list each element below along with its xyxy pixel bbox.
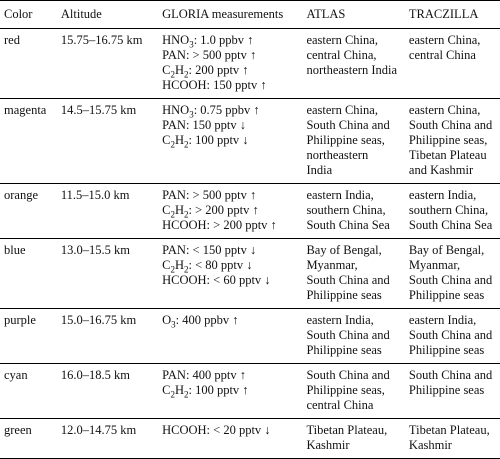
- traczilla-line: Philippine seas: [408, 343, 485, 357]
- traczilla-line: eastern China,: [408, 33, 481, 47]
- traczilla-line: eastern India,: [408, 313, 477, 327]
- table-row: [0, 184, 500, 239]
- subscript: 2: [170, 69, 175, 80]
- traczilla-line: South China and: [408, 118, 493, 132]
- atlas-line: central China,: [306, 48, 377, 62]
- atlas-line: eastern China,: [306, 33, 378, 47]
- table-row: [0, 419, 500, 459]
- atlas-line: South China and: [306, 368, 390, 382]
- traczilla-line: Philippine seas,: [408, 133, 488, 147]
- measurement-line: $HNO_3$: 1.0 ppbv ↑: [162, 33, 254, 50]
- atlas-line: South China and: [306, 328, 390, 342]
- subscript: 2: [183, 69, 189, 80]
- subscript: 3: [189, 39, 194, 50]
- atlas-line: South China Sea: [306, 218, 390, 232]
- header-traczilla: TRACZILLA: [408, 7, 479, 21]
- atlas-line: Myanmar,: [306, 258, 358, 272]
- cell-color: magenta: [4, 103, 47, 117]
- traczilla-line: Myanmar,: [408, 258, 461, 272]
- atlas-line: India: [306, 163, 333, 177]
- atlas-line: Philippine seas: [306, 288, 382, 302]
- traczilla-line: eastern India,: [408, 188, 477, 202]
- header-gloria-measurements: GLORIA measurements: [162, 7, 284, 21]
- atlas-line: eastern India,: [306, 313, 374, 327]
- cell-altitude: 15.75–16.75 km: [60, 33, 143, 47]
- cell-traczilla: [405, 184, 500, 239]
- table-row: [0, 239, 500, 309]
- table-row: [0, 364, 500, 419]
- cell-altitude: 13.0–15.5 km: [60, 243, 130, 257]
- header-atlas: ATLAS: [306, 7, 346, 21]
- measurement-line: PAN: 400 pptv ↑: [162, 368, 247, 382]
- cell-color: cyan: [4, 368, 28, 382]
- measurement-line: $O_3$: 400 ppbv ↑: [162, 313, 239, 330]
- traczilla-line: Tibetan Plateau: [408, 148, 487, 162]
- subscript: 3: [171, 319, 176, 330]
- table-row: [0, 309, 500, 364]
- table-row: [0, 99, 500, 184]
- atlas-line: eastern China,: [306, 103, 378, 117]
- subscript: 3: [189, 109, 194, 120]
- cell-traczilla: [405, 419, 500, 459]
- subscript: 2: [170, 389, 175, 400]
- atlas-line: northeastern: [306, 148, 369, 162]
- atlas-line: Kashmir: [306, 438, 350, 452]
- measurement-line: HCOOH: < 20 pptv ↓: [162, 423, 271, 437]
- traczilla-line: Tibetan Plateau,: [408, 423, 490, 437]
- atlas-line: Bay of Bengal,: [306, 243, 382, 257]
- cell-gloria-measurements: [158, 239, 302, 309]
- atlas-line: Philippine seas,: [306, 383, 385, 397]
- measurement-line: $C_2H_2$: < 80 pptv ↓: [162, 258, 253, 275]
- atlas-line: eastern India,: [306, 188, 374, 202]
- measurement-line: $C_2H_2$: 100 pptv ↑: [162, 383, 249, 400]
- traczilla-line: central China: [408, 48, 476, 62]
- traczilla-line: South China Sea: [408, 218, 493, 232]
- subscript: 2: [183, 139, 189, 150]
- cell-color: green: [4, 423, 32, 437]
- cell-gloria-measurements: [158, 184, 302, 239]
- cell-gloria-measurements: [158, 99, 302, 184]
- cell-altitude: 16.0–18.5 km: [60, 368, 130, 382]
- cell-atlas: [302, 29, 404, 99]
- atlas-line: Philippine seas,: [306, 133, 385, 147]
- cell-color: red: [4, 33, 20, 47]
- table-header: [0, 1, 500, 29]
- cell-atlas: [302, 309, 404, 364]
- cell-traczilla: [405, 364, 500, 419]
- subscript: 2: [183, 389, 189, 400]
- measurement-line: PAN: > 500 pptv ↑: [162, 188, 257, 202]
- subscript: 2: [170, 209, 175, 220]
- cell-altitude: 14.5–15.75 km: [60, 103, 137, 117]
- traczilla-line: southern China,: [408, 203, 489, 217]
- traczilla-line: Philippine seas: [408, 383, 485, 397]
- cell-altitude: 12.0–14.75 km: [60, 423, 137, 437]
- measurement-line: $C_2H_2$: > 200 pptv ↑: [162, 203, 259, 220]
- traczilla-line: South China and: [408, 328, 493, 342]
- cell-traczilla: [405, 29, 500, 99]
- measurement-line: PAN: < 150 pptv ↓: [162, 243, 257, 257]
- cell-altitude: 15.0–16.75 km: [60, 313, 137, 327]
- traczilla-line: and Kashmir: [408, 163, 474, 177]
- measurement-line: PAN: > 500 pptv ↑: [162, 48, 257, 62]
- subscript: 2: [170, 139, 175, 150]
- traczilla-line: Kashmir: [408, 438, 452, 452]
- table-body: [0, 29, 500, 459]
- atlas-line: South China and: [306, 118, 390, 132]
- traczilla-line: eastern China,: [408, 103, 481, 117]
- header-color: Color: [4, 7, 33, 21]
- traczilla-line: Philippine seas: [408, 288, 485, 302]
- atlas-line: Tibetan Plateau,: [306, 423, 388, 437]
- atlas-line: southern China,: [306, 203, 386, 217]
- cell-atlas: [302, 364, 404, 419]
- measurement-line: $C_2H_2$: 100 pptv ↓: [162, 133, 249, 150]
- atlas-line: South China and: [306, 273, 390, 287]
- cell-traczilla: [405, 239, 500, 309]
- measurement-line: HCOOH: 150 pptv ↑: [162, 78, 267, 92]
- cell-color: purple: [4, 313, 36, 327]
- atlas-line: central China: [306, 398, 374, 412]
- subscript: 2: [183, 264, 189, 275]
- traczilla-line: Bay of Bengal,: [408, 243, 485, 257]
- cell-gloria-measurements: [158, 419, 302, 459]
- cell-gloria-measurements: [158, 29, 302, 99]
- cell-color: orange: [4, 188, 39, 202]
- cell-atlas: [302, 184, 404, 239]
- cell-atlas: [302, 419, 404, 459]
- measurement-line: $HNO_3$: 0.75 ppbv ↑: [162, 103, 260, 120]
- table-row: [0, 29, 500, 99]
- cell-traczilla: [405, 99, 500, 184]
- cell-atlas: [302, 239, 404, 309]
- header-row: [0, 1, 500, 29]
- atlas-line: Philippine seas: [306, 343, 382, 357]
- subscript: 2: [183, 209, 189, 220]
- measurement-line: HCOOH: < 60 pptv ↓: [162, 273, 271, 287]
- subscript: 2: [170, 264, 175, 275]
- cell-traczilla: [405, 309, 500, 364]
- cell-gloria-measurements: [158, 309, 302, 364]
- traczilla-line: South China and: [408, 273, 493, 287]
- measurement-line: PAN: 150 pptv ↓: [162, 118, 247, 132]
- measurement-line: HCOOH: > 200 pptv ↑: [162, 218, 277, 232]
- cell-atlas: [302, 99, 404, 184]
- cell-color: blue: [4, 243, 26, 257]
- cell-gloria-measurements: [158, 364, 302, 419]
- header-altitude: Altitude: [60, 7, 102, 21]
- measurement-line: $C_2H_2$: 200 pptv ↑: [162, 63, 249, 80]
- cell-altitude: 11.5–15.0 km: [60, 188, 130, 202]
- traczilla-line: South China and: [408, 368, 493, 382]
- atlas-line: northeastern India: [306, 63, 398, 77]
